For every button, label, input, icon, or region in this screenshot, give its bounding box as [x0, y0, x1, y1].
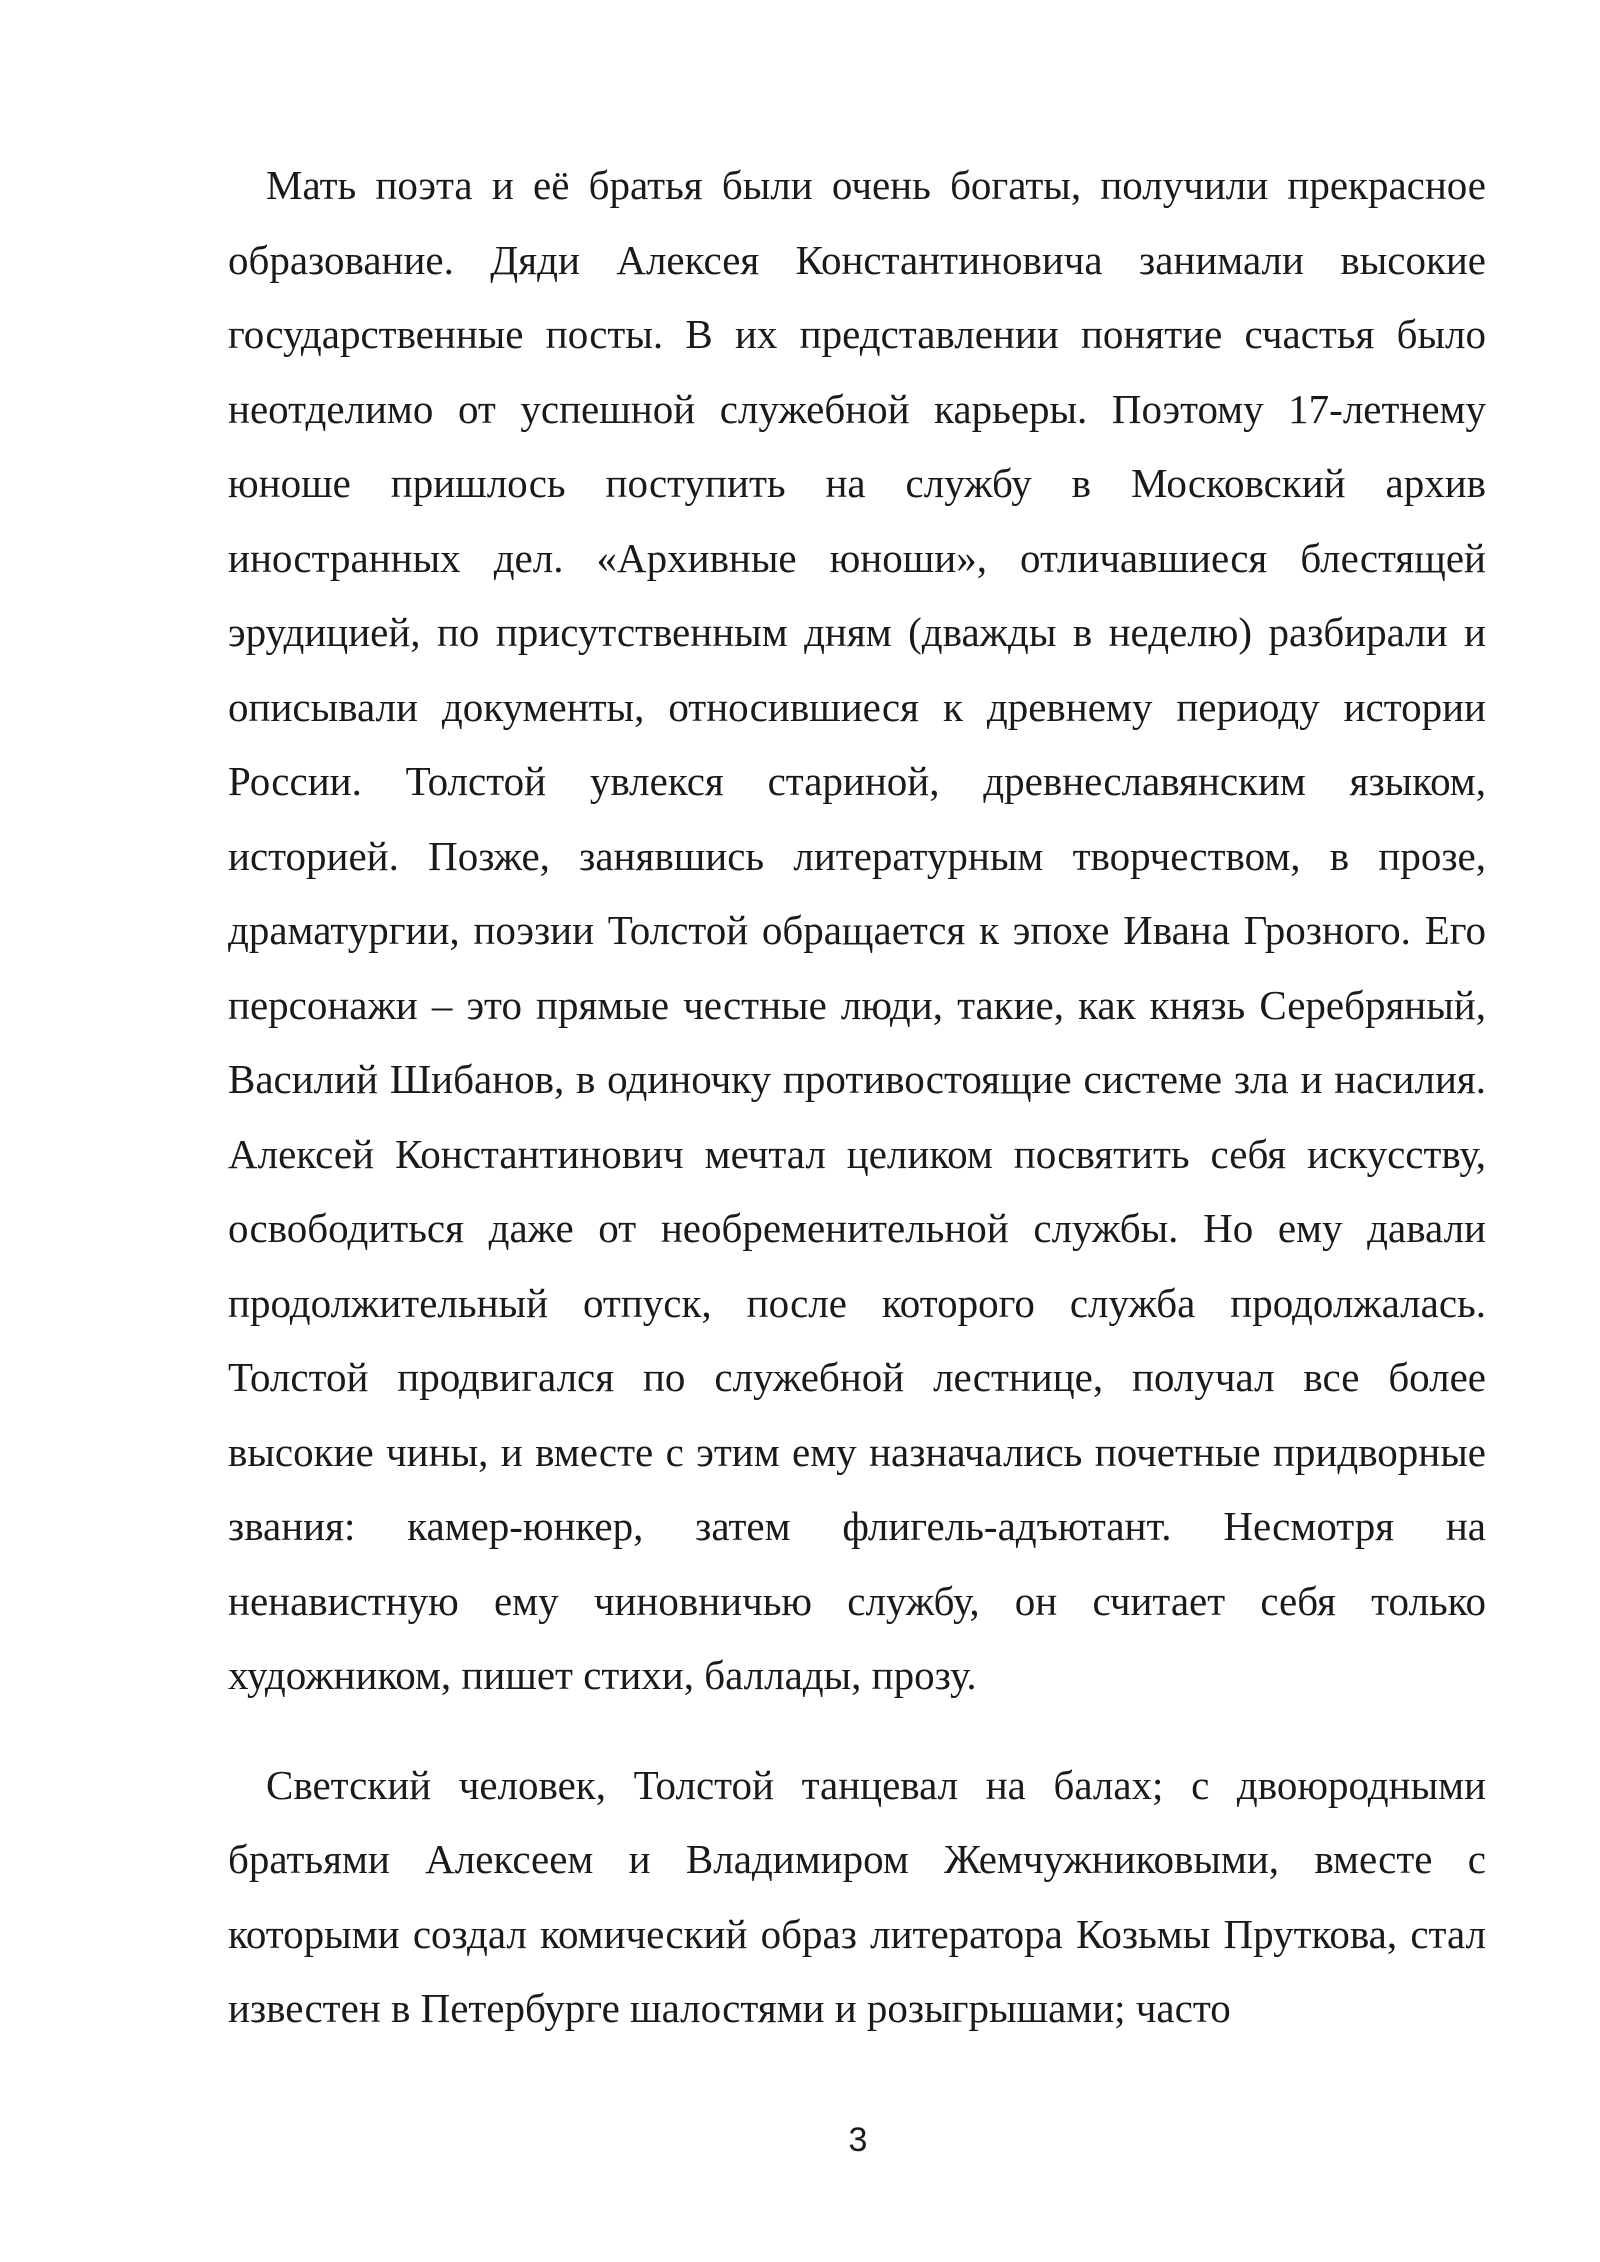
body-text — [228, 148, 1486, 2046]
paragraph: Светский человек, Толстой танцевал на балах; с двоюродными братьями Алексеем и Владимиром Жемчужниковыми, вместе с которыми создал комический образ литератора Козьмы Пруткова, стал известен в Петербурге шалостями и розыгрышами; часто — [228, 1761, 1486, 2031]
paragraph: Мать поэта и её братья были очень богаты, получили прекрасное образование. Дяди Алексея Константиновича занимали высокие государственные посты. В их представлении понятие счастья было неотделимо от успешной служебной карьеры. Поэтому 17-летнему юноше пришлось поступить на службу в Московский архив иностранных дел. «Архивные юноши», отличавшиеся блестящей эрудицией, по присутственным дням (дважды в неделю) разбирали и описывали документы, относившиеся к древнему периоду истории России. Толстой увлекся стариной, древнеславянским языком, историей. Позже, занявшись литературным творчеством, в прозе, драматургии, поэзии Толстой обращается к эпохе Ивана Грозного. Его персонажи – это прямые честные люди, такие, как князь Серебряный, Василий Шибанов, в одиночку противостоящие системе зла и насилия. Алексей Константинович мечтал целиком посвятить себя искусству, освободиться даже от необременительной службы. Но ему давали продолжительный отпуск, после которого служба продолжалась. Толстой продвигался по служебной лестнице, получал все более высокие чины, и вместе с этим ему назначались почетные придворные звания: камер-юнкер, затем флигель-адъютант. Несмотря на ненавистную ему чиновничью службу, он считает себя только художником, пишет стихи, баллады, прозу. — [228, 162, 1486, 1698]
page-number: 3 — [848, 2121, 868, 2159]
